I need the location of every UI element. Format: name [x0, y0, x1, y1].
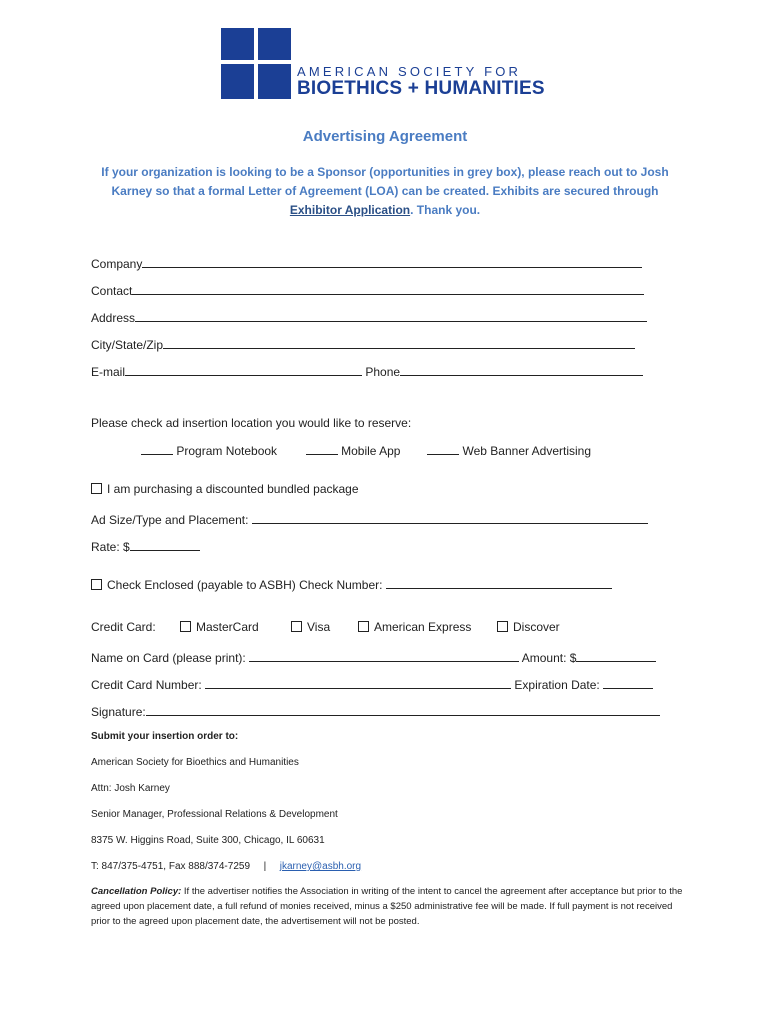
submit-address: 8375 W. Higgins Road, Suite 300, Chicago, IL 60631: [91, 835, 325, 846]
submit-heading: Submit your insertion order to:: [91, 731, 239, 742]
signature-field[interactable]: [146, 704, 660, 716]
submit-phone-fax: T: 847/375-4751, Fax 888/374-7259: [91, 861, 251, 872]
program-notebook-blank[interactable]: [141, 443, 173, 455]
address-label: Address: [91, 311, 136, 325]
city-field[interactable]: [163, 337, 635, 349]
visa-label: Visa: [307, 620, 331, 634]
visa-checkbox[interactable]: [291, 621, 302, 632]
page-title: Advertising Agreement: [302, 128, 468, 145]
name-on-card-label: Name on Card (please print):: [91, 651, 246, 665]
address-row: [91, 310, 647, 325]
bundle-row: [91, 482, 359, 496]
mastercard-checkbox[interactable]: [180, 621, 191, 632]
visa-option: [291, 620, 330, 634]
rate-label: Rate: $: [91, 540, 130, 554]
check-label: Check Enclosed (payable to ASBH) Check Number:: [107, 578, 383, 592]
ad-location-prompt: Please check ad insertion location you would like to reserve:: [91, 416, 412, 430]
exhibitor-application-link[interactable]: Exhibitor Application: [289, 203, 411, 217]
submit-contact-row: [91, 861, 361, 872]
amount-field[interactable]: [576, 650, 656, 662]
separator: |: [263, 861, 267, 872]
mastercard-option: [180, 620, 259, 634]
name-amount-row: [91, 650, 656, 665]
card-number-label: Credit Card Number:: [91, 678, 202, 692]
email-link[interactable]: jkarney@asbh.org: [279, 861, 362, 872]
company-field[interactable]: [142, 256, 642, 268]
email-label: E-mail: [91, 365, 126, 379]
address-field[interactable]: [135, 310, 647, 322]
expiration-label: Expiration Date:: [514, 678, 600, 692]
expiration-field[interactable]: [603, 677, 653, 689]
ad-size-row: [91, 512, 648, 527]
discover-label: Discover: [513, 620, 560, 634]
card-number-field[interactable]: [205, 677, 511, 689]
mobile-app-label: Mobile App: [341, 444, 401, 458]
ad-size-field[interactable]: [252, 512, 648, 524]
submit-org: American Society for Bioethics and Humanities: [91, 757, 299, 768]
web-banner-label: Web Banner Advertising: [462, 444, 592, 458]
ad-location-options: [141, 443, 591, 458]
check-enclosed-checkbox[interactable]: [91, 579, 102, 590]
ad-size-label: Ad Size/Type and Placement:: [91, 513, 249, 527]
company-row: [91, 256, 642, 271]
intro-text: If your organization is looking to be a Sponsor (opportunities in grey box), please reach out to Josh Karney so that a formal Letter of Agreement (LOA) can be created. Exhibits are secured through Exhibitor Application. Thank you.: [101, 165, 669, 217]
discover-option: [497, 620, 560, 634]
amex-label: American Express: [374, 620, 472, 634]
email-phone-row: [91, 364, 643, 379]
check-row: [91, 577, 612, 592]
program-notebook-label: Program Notebook: [176, 444, 278, 458]
amount-label: Amount: $: [521, 651, 577, 665]
amex-checkbox[interactable]: [358, 621, 369, 632]
bundle-label: I am purchasing a discounted bundled package: [107, 482, 359, 496]
submit-role: Senior Manager, Professional Relations & Development: [91, 809, 338, 820]
mastercard-label: MasterCard: [196, 620, 259, 634]
logo-line-1: AMERICAN SOCIETY FOR: [297, 64, 522, 79]
cancellation-policy: [91, 884, 686, 929]
signature-label: Signature:: [91, 705, 146, 719]
web-banner-blank[interactable]: [427, 443, 459, 455]
card-number-row: [91, 677, 653, 692]
submit-attn: Attn: Josh Karney: [91, 783, 170, 794]
phone-field[interactable]: [400, 364, 643, 376]
rate-row: [91, 539, 200, 554]
email-field[interactable]: [125, 364, 362, 376]
mobile-app-blank[interactable]: [306, 443, 338, 455]
city-row: [91, 337, 635, 352]
logo-line-2: BIOETHICS + HUMANITIES: [297, 78, 545, 99]
phone-label: Phone: [365, 365, 401, 379]
check-number-field[interactable]: [386, 577, 612, 589]
policy-text: If the advertiser notifies the Association in writing of the intent to cancel the agreement after acceptance but prior to the agreed upon placement date, a full refund of monies received, minus a $250 administrative fee will be made. If full payment is not received prior to the agreed upon placement date, the advertisement will not be posted.: [91, 886, 683, 927]
signature-row: [91, 704, 660, 719]
rate-field[interactable]: [130, 539, 200, 551]
city-label: City/State/Zip: [91, 338, 164, 352]
discover-checkbox[interactable]: [497, 621, 508, 632]
contact-field[interactable]: [132, 283, 644, 295]
contact-row: [91, 283, 644, 298]
contact-label: Contact: [91, 284, 133, 298]
bundle-checkbox[interactable]: [91, 483, 102, 494]
policy-label: Cancellation Policy:: [91, 886, 182, 897]
name-on-card-field[interactable]: [249, 650, 519, 662]
company-label: Company: [91, 257, 143, 271]
amex-option: [358, 620, 471, 634]
credit-card-label: Credit Card:: [91, 620, 156, 634]
